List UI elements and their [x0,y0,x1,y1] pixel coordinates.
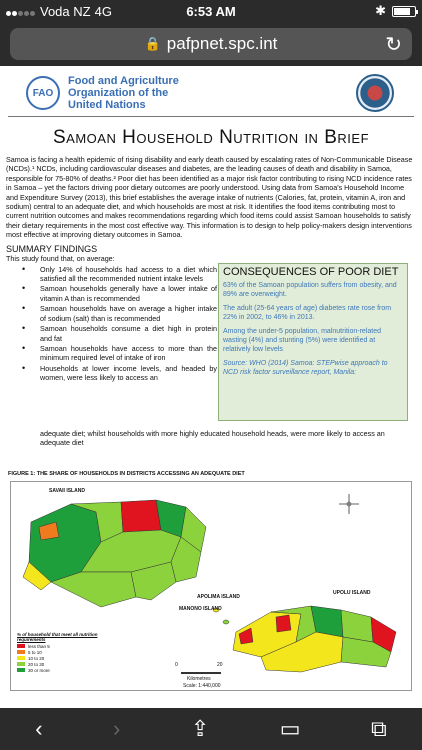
consequence-source: Source: WHO (2014) Samoa: STEPwise approach to NCD risk factor surveillance report, Manila: [223,359,388,376]
carrier-name: Voda NZ [40,3,91,19]
scale-ratio: Scale: 1:440,000 [183,682,221,689]
samoa-seal-icon [356,74,394,112]
consequence-malnutrition: Among the under-5 population, malnutrition-related wasting (4%) and stunting (5%) were identified at relatively low levels [223,327,381,353]
forward-icon[interactable]: › [113,716,121,741]
list-item: • Only 14% of households had access to a diet which satisfied all the recommended nutrient intake levels [22,265,217,284]
samoa-nutrition-map [10,481,412,691]
legend-item: 20 to 30 [17,662,127,667]
tabs-icon[interactable]: ⧉ [371,716,387,741]
scale-label: Kilometres [187,675,211,682]
browser-toolbar [0,708,422,750]
scale-end: 20 [217,661,223,668]
legend-item: less than 5 [17,644,127,649]
page-content [0,66,422,708]
status-bar [0,0,422,22]
list-item: • Samoan households generally have a lower intake of vitamin A than is recommended [22,284,217,303]
legend-item: 5 to 10 [17,650,127,655]
findings-section [4,263,418,448]
consequence-diabetes: The adult (25-64 years of age) diabetes rate rose from 22% in 2002, to 46% in 2013. [223,304,392,321]
map-legend [17,632,127,674]
list-item: • Samoan households consume a diet high in protein and fat [22,324,217,343]
consequence-obesity: 63% of the Samoan population suffers from obesity, and 89% are overweight. [223,281,397,298]
list-item: • Households at lower income levels, and headed by women, were less likely to access an [22,364,217,383]
lock-icon: 🔒 [144,36,161,51]
findings-continuation: adequate diet; whilst households with more highly educated household heads, were more likely to access an adequate diet [40,428,385,448]
address-bar [0,22,422,66]
signal-strength-icon [6,4,36,19]
summary-heading: SUMMARY FINDINGS [6,243,98,254]
consequences-box [218,263,408,421]
manono-label: MANONO ISLAND [179,605,222,612]
bluetooth-icon: ✱ [375,3,386,18]
share-icon[interactable]: ⇪ [190,716,210,741]
figure-title: FIGURE 1: THE SHARE OF HOUSEHOLDS IN DISTRICTS ACCESSING AN ADEQUATE DIET [8,470,245,477]
bookmarks-icon[interactable]: ▭ [279,716,301,741]
consequences-heading: CONSEQUENCES OF POOR DIET [223,265,399,278]
intro-paragraph: Samoa is facing a health epidemic of rising disability and early death caused by escalating rates of Non-Communicable Disease (NCDs).¹ NCDs, including cardiovascular diseases and diabetes, are the leading causes of death and disability in Samoa, responsible for 75-80% of deaths.² Poor diet has been identified as a major risk factor contributing to rising NCD incidence rates in Samoa – yet the factors driving poor dietary outcomes are poorly understood. Using data from Samoa's Household Income and Expenditure Survey (2013), this brief establishes the average intake of nutrients (Calories, fat, protein, vitamin A, iron and sodium) central to an adequate diet, and which households are most at risk. It identifies the food items contributing most to current nutrition outcomes and makes recommendations regarding which food items could assist Samoan households to satisfy their dietary requirements in the most cost effective way. This information is to design to help policy-makers design interventions most effective at improving dietary outcomes in Samoa. [6,155,413,240]
divider [8,116,414,117]
clock: 6:53 AM [186,3,236,19]
list-item: • Samoan households have access to more than the minimum required level of intake of iron [22,344,217,363]
legend-title: % of household that meet all nutrition requirements [17,631,98,642]
legend-item: 30 or more [17,668,127,673]
fao-name: Food and Agriculture Organization of the United Nations [68,75,179,111]
list-item: • Samoan households have on average a higher intake of sodium (salt) than is recommended [22,304,217,323]
upolu-label: UPOLU ISLAND [333,589,371,596]
page-title: Samoan Household Nutrition in Brief [52,127,370,148]
back-icon[interactable]: ‹ [35,716,43,741]
savaii-label: SAVAII ISLAND [49,487,85,494]
compass-icon [339,494,359,514]
fao-logo-icon: FAO [26,76,60,110]
apolima-label: APOLIMA ISLAND [197,593,240,600]
url-text: pafpnet.spc.int [166,34,278,53]
findings-list [22,265,217,384]
scale-start: 0 [175,661,178,668]
network-type: 4G [94,3,112,19]
study-line: This study found that, on average: [6,253,115,263]
battery-icon [392,6,416,17]
url-field[interactable] [10,28,412,60]
reload-icon[interactable]: ↻ [385,34,402,56]
legend-item: 10 to 20 [17,656,127,661]
header-logos [4,66,418,114]
fao-branding [26,75,179,111]
